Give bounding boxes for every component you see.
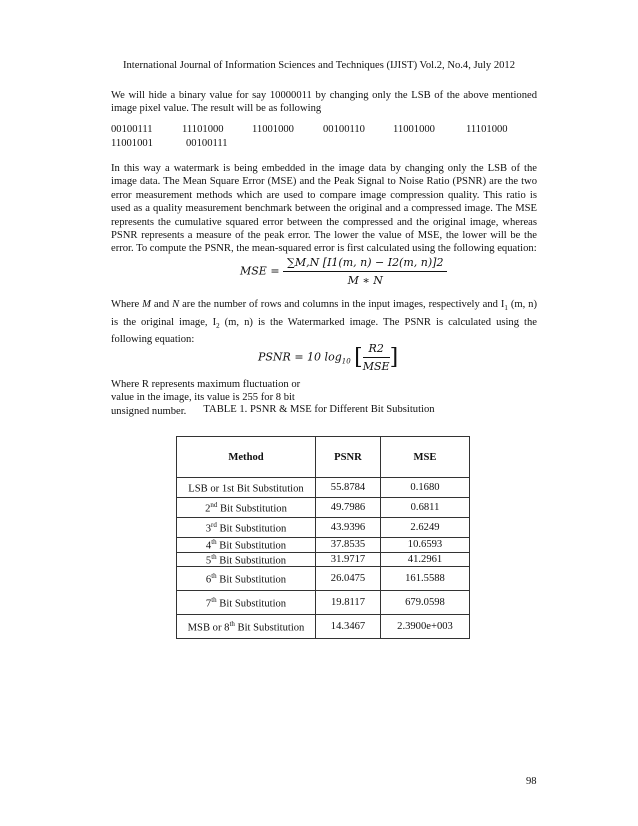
psnr-equation: PSNR = 10 $\log_{10}$ [ $\frac{R2}{\text{MSE}}$ ] <box>258 342 399 373</box>
mse-equation-lhs: MSE = <box>240 264 280 278</box>
binary-value: 00100110 <box>323 124 365 135</box>
psnr-equation-denominator: MSE <box>362 360 390 373</box>
psnr-mse-table <box>176 436 470 639</box>
mse-equation <box>240 256 447 287</box>
paragraph-where-mn: Where M and N are the number of rows and columns in the input images, respectively and $I_1$ (m, n) is the original image, $I_2$ (m, n) is the Watermarked image. The PSNR is calculated using the following equation: <box>111 299 537 346</box>
mse-equation-numerator: ∑M,N [I1(m, n) − I2(m, n)]2 <box>283 256 447 272</box>
table-row <box>177 478 470 498</box>
mse-cell: 679.0598 <box>381 591 470 615</box>
column-header-psnr: PSNR <box>316 437 381 478</box>
method-cell: 7th Bit Substitution <box>177 591 316 615</box>
method-cell: 4th Bit Substitution <box>177 538 316 553</box>
table-row <box>177 567 470 591</box>
method-cell: 2nd Bit Substitution <box>177 498 316 518</box>
table-row <box>177 615 470 639</box>
mse-equation-denominator: M ∗ N <box>347 274 383 287</box>
psnr-cell: 49.7986 <box>316 498 381 518</box>
table-row <box>177 591 470 615</box>
binary-value: 00100111 <box>111 124 153 135</box>
table-caption: TABLE 1. PSNR & MSE for Different Bit Subsitution <box>203 404 435 415</box>
psnr-cell: 37.8535 <box>316 538 381 553</box>
table-row <box>177 518 470 538</box>
method-cell: 6th Bit Substitution <box>177 567 316 591</box>
paragraph-hide-binary: We will hide a binary value for say 10000011 by changing only the LSB of the above mentioned image pixel value. The result will be as following <box>111 90 537 115</box>
table-row <box>177 552 470 567</box>
method-cell: LSB or 1st Bit Substitution <box>177 478 316 498</box>
binary-value: 00100111 <box>186 138 228 149</box>
psnr-cell: 26.0475 <box>316 567 381 591</box>
mse-cell: 161.5588 <box>381 567 470 591</box>
mse-cell: 0.1680 <box>381 478 470 498</box>
table-row <box>177 498 470 518</box>
psnr-cell: 31.9717 <box>316 552 381 567</box>
journal-header: International Journal of Information Sciences and Techniques (IJIST) Vol.2, No.4, July 2012 <box>122 60 516 71</box>
psnr-cell: 19.8117 <box>316 591 381 615</box>
binary-value: 11001000 <box>252 124 294 135</box>
method-cell: MSB or 8th Bit Substitution <box>177 615 316 639</box>
psnr-cell: 55.8784 <box>316 478 381 498</box>
psnr-cell: 43.9396 <box>316 518 381 538</box>
column-header-method: Method <box>177 437 316 478</box>
mse-cell: 0.6811 <box>381 498 470 518</box>
paragraph-r-value: Where R represents maximum fluctuation or value in the image, its value is 255 for 8 bit unsigned number. <box>111 379 301 417</box>
mse-cell: 10.6593 <box>381 538 470 553</box>
binary-value: 11001000 <box>393 124 435 135</box>
column-header-mse: MSE <box>381 437 470 478</box>
paragraph-mse-psnr: In this way a watermark is being embedded in the image data by changing only the LSB of the image data. The Mean Square Error (MSE) and the Peak Signal to Noise Ratio (PSNR) are the two error measurement methods which are used to compare image compression quality. This ratio is used as a quality measurement benchmark between the original and a compressed image. The MSE represents the cumulative squared error between the compressed and the original image, whereas PSNR represents a measure of the peak error. The lower the value of MSE, the lower will be the error. To compute the PSNR, the mean-squared error is first calculated using the following equation: <box>111 163 537 255</box>
method-cell: 3rd Bit Substitution <box>177 518 316 538</box>
psnr-cell: 14.3467 <box>316 615 381 639</box>
mse-cell: 2.3900e+003 <box>381 615 470 639</box>
mse-cell: 2.6249 <box>381 518 470 538</box>
binary-value: 11001001 <box>111 138 153 149</box>
method-cell: 5th Bit Substitution <box>177 552 316 567</box>
mse-cell: 41.2961 <box>381 552 470 567</box>
table-row <box>177 538 470 553</box>
table-header-row <box>177 437 470 478</box>
binary-value: 11101000 <box>466 124 508 135</box>
page-number: 98 <box>526 776 537 787</box>
binary-value: 11101000 <box>182 124 224 135</box>
psnr-equation-numerator: R2 <box>363 342 390 358</box>
